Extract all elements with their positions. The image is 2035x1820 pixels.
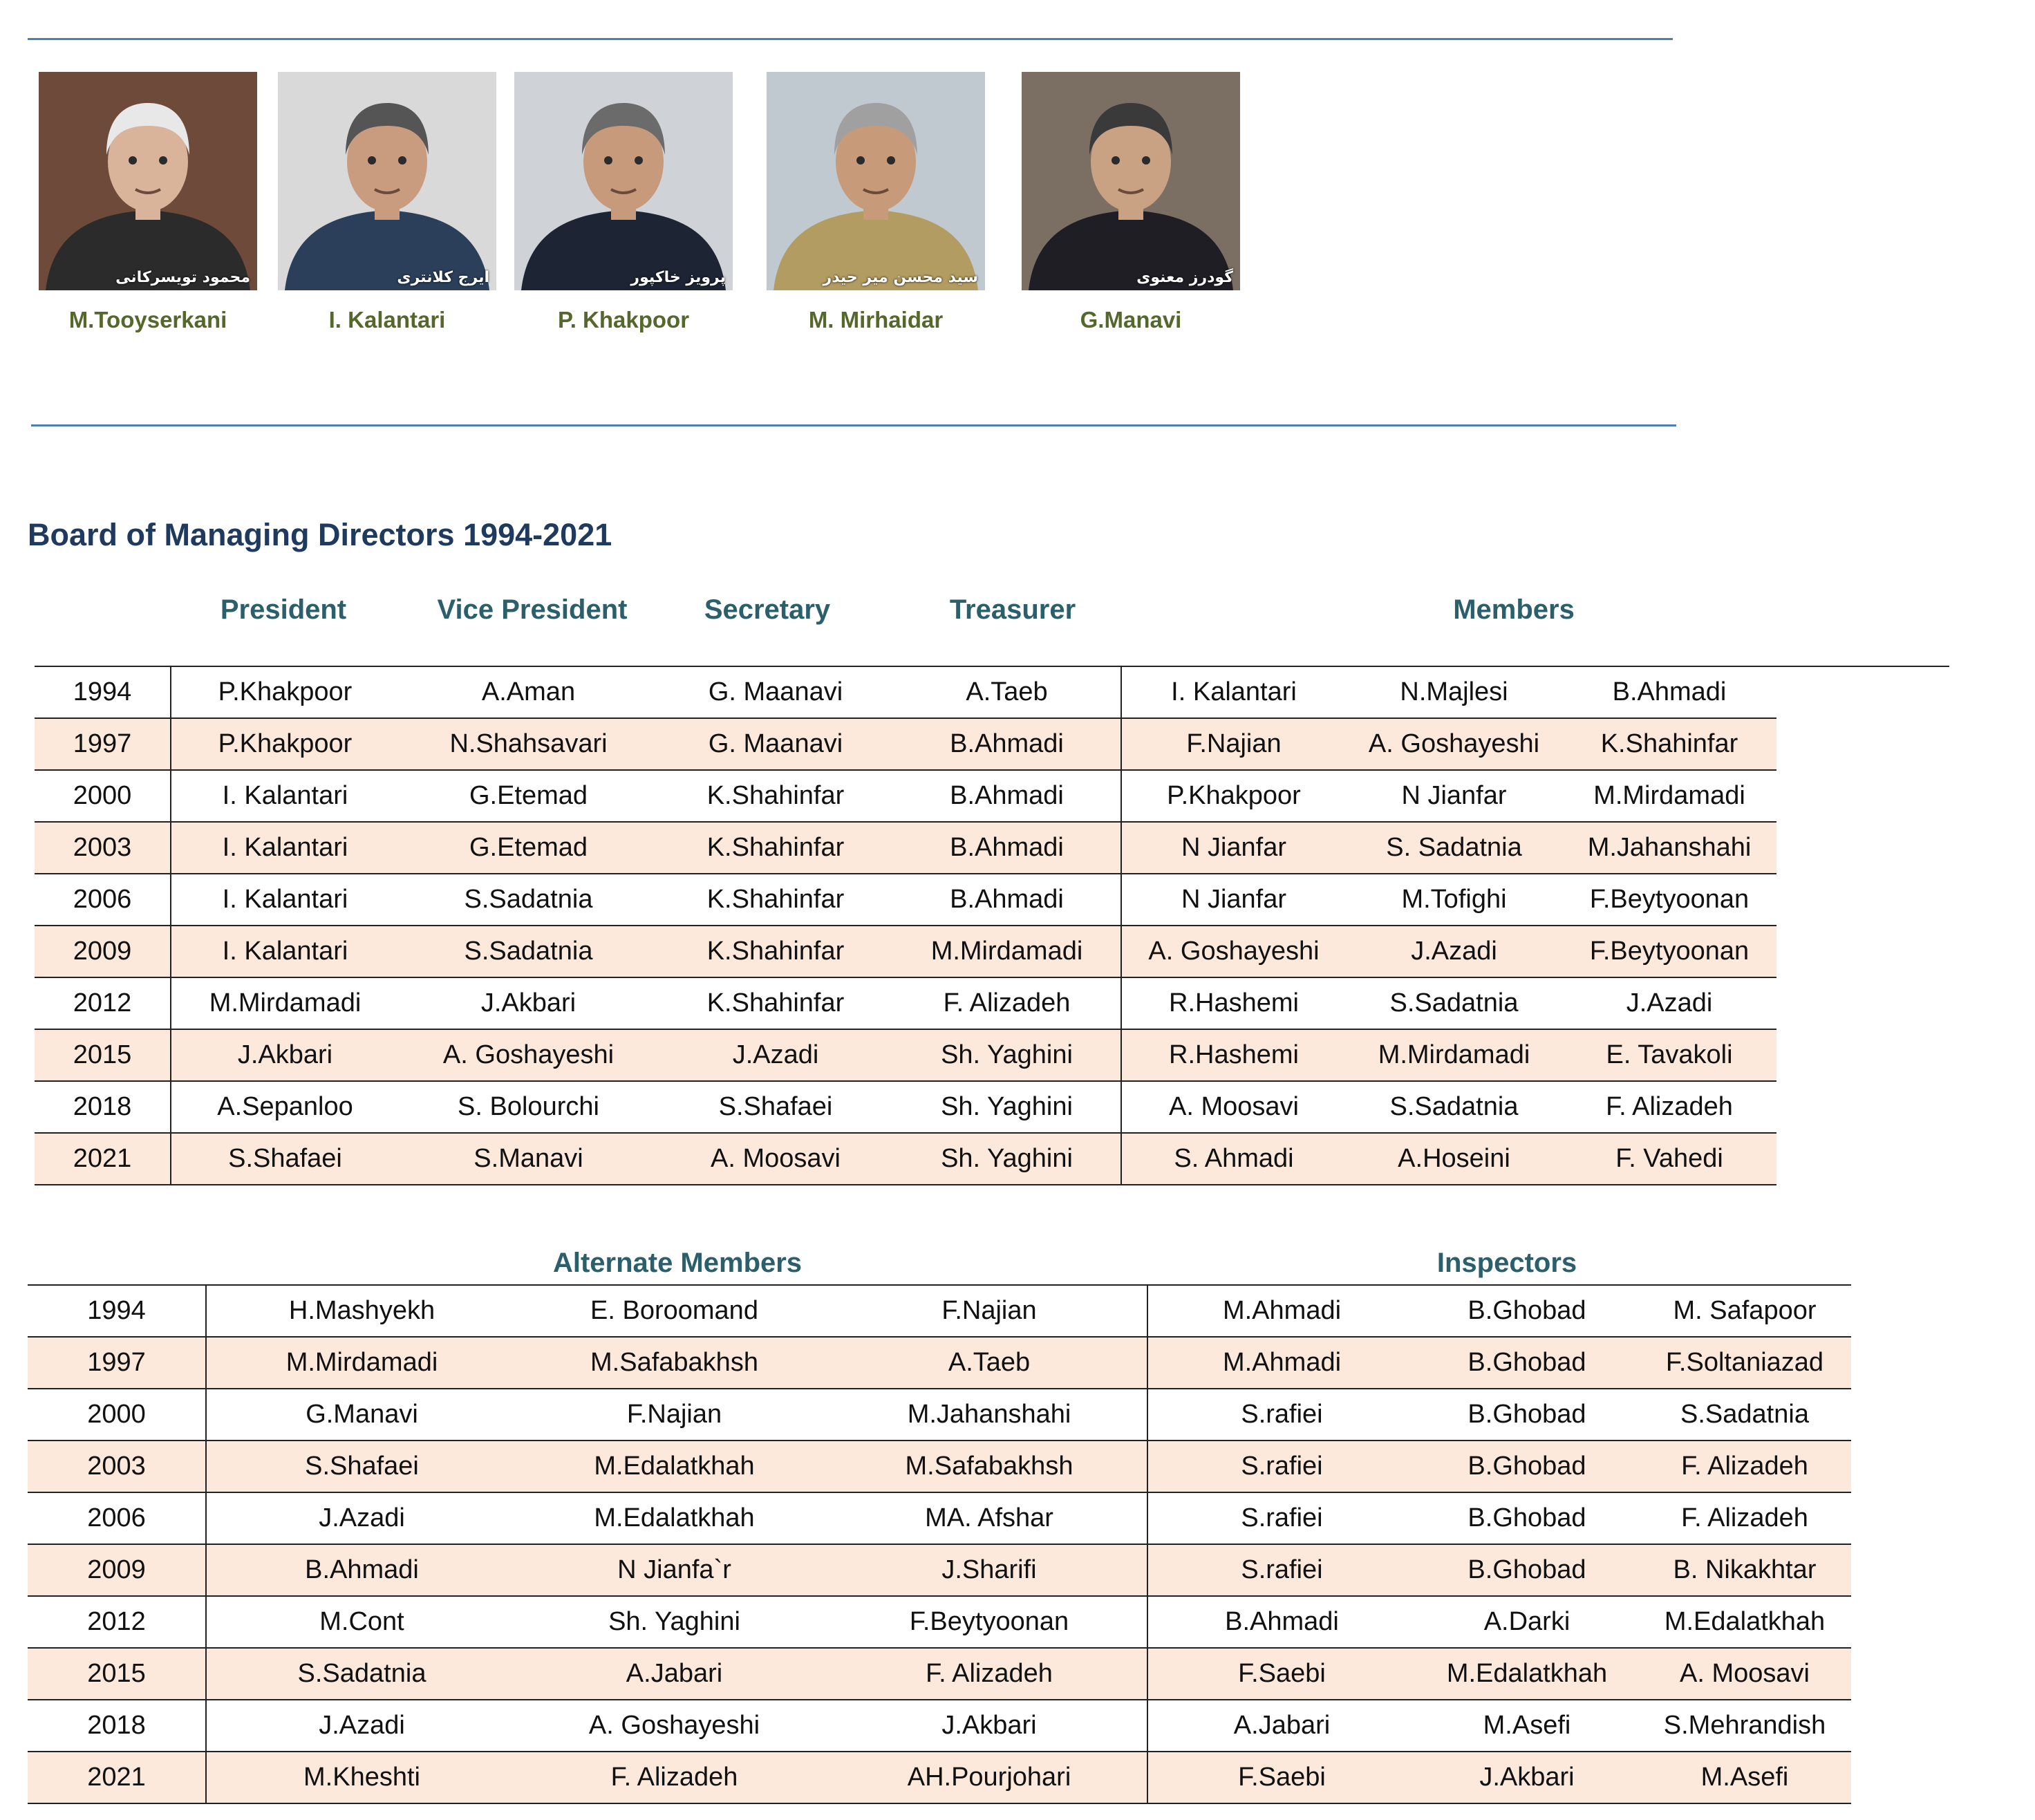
portrait-photo-icon — [278, 72, 496, 290]
year-cell: 2006 — [35, 874, 171, 926]
year-cell: 2015 — [35, 1029, 171, 1081]
name-cell: S.Sadatnia — [1346, 977, 1562, 1029]
name-cell: G.Etemad — [399, 770, 658, 822]
name-cell: Sh. Yaghini — [893, 1081, 1121, 1133]
alternates-table — [28, 1284, 1851, 1804]
year-cell: 2012 — [35, 977, 171, 1029]
table-row — [35, 718, 1949, 770]
name-cell: J.Akbari — [171, 1029, 399, 1081]
row-spacer — [1776, 1133, 1949, 1185]
year-cell: 2009 — [28, 1544, 206, 1596]
name-cell: S.rafiei — [1147, 1441, 1416, 1492]
year-cell: 2000 — [28, 1389, 206, 1441]
name-cell: G. Maanavi — [658, 718, 893, 770]
name-cell: M.Mirdamadi — [1562, 770, 1776, 822]
portrait-photo-icon — [1022, 72, 1240, 290]
header-vice-president: Vice President — [437, 594, 628, 625]
name-cell: A.Jabari — [517, 1648, 832, 1700]
row-spacer — [1776, 1081, 1949, 1133]
name-cell: S.rafiei — [1147, 1389, 1416, 1441]
year-cell: 2003 — [35, 822, 171, 874]
name-cell: K.Shahinfar — [658, 822, 893, 874]
header-alternate-members: Alternate Members — [552, 1248, 803, 1278]
name-cell: G. Maanavi — [658, 666, 893, 718]
year-cell: 2009 — [35, 926, 171, 977]
name-cell: H.Mashyekh — [206, 1285, 517, 1337]
name-cell: I. Kalantari — [171, 926, 399, 977]
year-cell: 1997 — [28, 1337, 206, 1389]
name-cell: A.Darki — [1416, 1596, 1638, 1648]
name-cell: K.Shahinfar — [658, 874, 893, 926]
name-cell: B.Ghobad — [1416, 1285, 1638, 1337]
name-cell: N Jianfa`r — [517, 1544, 832, 1596]
header-president: President — [220, 594, 347, 625]
table-row — [28, 1752, 1851, 1803]
name-cell: R.Hashemi — [1121, 977, 1346, 1029]
name-cell: AH.Pourjohari — [832, 1752, 1147, 1803]
name-cell: M.Kheshti — [206, 1752, 517, 1803]
name-cell: B.Ahmadi — [206, 1544, 517, 1596]
row-spacer — [1776, 822, 1949, 874]
name-cell: J.Azadi — [1346, 926, 1562, 977]
name-cell: E. Boroomand — [517, 1285, 832, 1337]
name-cell: F. Alizadeh — [832, 1648, 1147, 1700]
table-row — [28, 1596, 1851, 1648]
name-cell: G.Manavi — [206, 1389, 517, 1441]
name-cell: F.Beytyoonan — [832, 1596, 1147, 1648]
year-cell: 2021 — [28, 1752, 206, 1803]
name-cell: M. Safapoor — [1638, 1285, 1851, 1337]
header-treasurer: Treasurer — [949, 594, 1076, 625]
year-cell: 1994 — [28, 1285, 206, 1337]
name-cell: S.Shafaei — [171, 1133, 399, 1185]
name-cell: J.Azadi — [1562, 977, 1776, 1029]
name-cell: F. Vahedi — [1562, 1133, 1776, 1185]
name-cell: N Jianfar — [1121, 874, 1346, 926]
name-cell: F.Beytyoonan — [1562, 874, 1776, 926]
name-cell: B.Ahmadi — [893, 718, 1121, 770]
row-spacer — [1776, 977, 1949, 1029]
name-cell: A.Hoseini — [1346, 1133, 1562, 1185]
name-cell: M.Mirdamadi — [893, 926, 1121, 977]
table-row — [35, 874, 1949, 926]
name-cell: F.Najian — [517, 1389, 832, 1441]
table-row — [28, 1492, 1851, 1544]
year-cell: 1994 — [35, 666, 171, 718]
name-cell: A.Sepanloo — [171, 1081, 399, 1133]
table-row — [35, 666, 1949, 718]
name-cell: F.Saebi — [1147, 1752, 1416, 1803]
board-table — [35, 666, 1949, 1185]
name-cell: B.Ghobad — [1416, 1544, 1638, 1596]
table-row — [35, 822, 1949, 874]
name-cell: G.Etemad — [399, 822, 658, 874]
name-cell: S.rafiei — [1147, 1492, 1416, 1544]
table-row — [35, 1133, 1949, 1185]
year-cell: 2000 — [35, 770, 171, 822]
name-cell: M.Edalatkhah — [517, 1441, 832, 1492]
name-cell: F. Alizadeh — [1638, 1441, 1851, 1492]
name-cell: A. Moosavi — [1638, 1648, 1851, 1700]
portrait-caption: ایرج کلانتری — [397, 269, 489, 286]
name-cell: B.Ahmadi — [893, 874, 1121, 926]
name-cell: N Jianfar — [1121, 822, 1346, 874]
year-cell: 2021 — [35, 1133, 171, 1185]
name-cell: P.Khakpoor — [171, 666, 399, 718]
name-cell: J.Azadi — [206, 1492, 517, 1544]
name-cell: B.Ahmadi — [1562, 666, 1776, 718]
name-cell: B.Ghobad — [1416, 1492, 1638, 1544]
year-cell: 2003 — [28, 1441, 206, 1492]
portrait-4 — [767, 72, 985, 290]
header-members: Members — [1453, 594, 1575, 625]
portrait-3 — [514, 72, 733, 290]
name-cell: A. Goshayeshi — [399, 1029, 658, 1081]
table-row — [28, 1337, 1851, 1389]
portrait-name: G.Manavi — [1080, 307, 1182, 332]
name-cell: M.Edalatkhah — [1638, 1596, 1851, 1648]
name-cell: P.Khakpoor — [171, 718, 399, 770]
name-cell: M.Ahmadi — [1147, 1285, 1416, 1337]
name-cell: Sh. Yaghini — [893, 1133, 1121, 1185]
name-cell: A. Goshayeshi — [1346, 718, 1562, 770]
table-row — [28, 1285, 1851, 1337]
name-cell: M.Jahanshahi — [1562, 822, 1776, 874]
row-spacer — [1776, 1029, 1949, 1081]
name-cell: S.Shafaei — [658, 1081, 893, 1133]
name-cell: A.Taeb — [893, 666, 1121, 718]
name-cell: S.Manavi — [399, 1133, 658, 1185]
name-cell: N.Shahsavari — [399, 718, 658, 770]
portrait-name: M.Tooyserkani — [68, 307, 227, 332]
name-cell: K.Shahinfar — [658, 770, 893, 822]
name-cell: F. Alizadeh — [893, 977, 1121, 1029]
name-cell: B.Ahmadi — [1147, 1596, 1416, 1648]
name-cell: A. Moosavi — [658, 1133, 893, 1185]
name-cell: J.Akbari — [832, 1700, 1147, 1752]
row-spacer — [1776, 874, 1949, 926]
name-cell: B.Ahmadi — [893, 822, 1121, 874]
top-divider — [28, 38, 1673, 40]
name-cell: I. Kalantari — [1121, 666, 1346, 718]
name-cell: A. Goshayeshi — [517, 1700, 832, 1752]
name-cell: A.Taeb — [832, 1337, 1147, 1389]
row-spacer — [1776, 718, 1949, 770]
name-cell: B.Ahmadi — [893, 770, 1121, 822]
name-cell: M.Safabakhsh — [517, 1337, 832, 1389]
portrait-name: I. Kalantari — [328, 307, 446, 332]
year-cell: 2012 — [28, 1596, 206, 1648]
portrait-photo-icon — [767, 72, 985, 290]
table-row — [35, 770, 1949, 822]
year-cell: 1997 — [35, 718, 171, 770]
portrait-2 — [278, 72, 496, 290]
name-cell: J.Akbari — [399, 977, 658, 1029]
name-cell: M.Mirdamadi — [171, 977, 399, 1029]
name-cell: S.Shafaei — [206, 1441, 517, 1492]
name-cell: B. Nikakhtar — [1638, 1544, 1851, 1596]
name-cell: A. Moosavi — [1121, 1081, 1346, 1133]
portrait-name: M. Mirhaidar — [808, 307, 944, 332]
name-cell: Sh. Yaghini — [517, 1596, 832, 1648]
name-cell: P.Khakpoor — [1121, 770, 1346, 822]
name-cell: M.Tofighi — [1346, 874, 1562, 926]
row-spacer — [1776, 926, 1949, 977]
name-cell: R.Hashemi — [1121, 1029, 1346, 1081]
name-cell: M.Asefi — [1416, 1700, 1638, 1752]
year-cell: 2018 — [28, 1700, 206, 1752]
row-spacer — [1776, 770, 1949, 822]
name-cell: J.Akbari — [1416, 1752, 1638, 1803]
name-cell: M.Cont — [206, 1596, 517, 1648]
name-cell: F.Soltaniazad — [1638, 1337, 1851, 1389]
name-cell: S.Sadatnia — [206, 1648, 517, 1700]
header-inspectors: Inspectors — [1436, 1248, 1577, 1278]
name-cell: F. Alizadeh — [1562, 1081, 1776, 1133]
table-row — [28, 1544, 1851, 1596]
board-title: Board of Managing Directors 1994-2021 — [28, 517, 612, 552]
name-cell: F. Alizadeh — [517, 1752, 832, 1803]
portrait-name: P. Khakpoor — [557, 307, 690, 332]
portrait-caption: سید محسن میر حیدر — [823, 269, 978, 286]
table-row — [28, 1700, 1851, 1752]
name-cell: S.Mehrandish — [1638, 1700, 1851, 1752]
name-cell: B.Ghobad — [1416, 1441, 1638, 1492]
name-cell: I. Kalantari — [171, 874, 399, 926]
table-row — [35, 926, 1949, 977]
name-cell: S.Sadatnia — [399, 926, 658, 977]
portrait-caption: پرویز خاکپور — [630, 269, 726, 286]
name-cell: A.Aman — [399, 666, 658, 718]
name-cell: N.Majlesi — [1346, 666, 1562, 718]
table-row — [28, 1648, 1851, 1700]
name-cell: S.rafiei — [1147, 1544, 1416, 1596]
row-spacer — [1776, 666, 1949, 718]
name-cell: K.Shahinfar — [658, 977, 893, 1029]
name-cell: S.Sadatnia — [1638, 1389, 1851, 1441]
name-cell: N Jianfar — [1346, 770, 1562, 822]
name-cell: K.Shahinfar — [1562, 718, 1776, 770]
name-cell: S. Bolourchi — [399, 1081, 658, 1133]
name-cell: J.Azadi — [658, 1029, 893, 1081]
table-row — [35, 977, 1949, 1029]
name-cell: S.Sadatnia — [399, 874, 658, 926]
name-cell: M.Mirdamadi — [206, 1337, 517, 1389]
name-cell: F. Alizadeh — [1638, 1492, 1851, 1544]
name-cell: M.Ahmadi — [1147, 1337, 1416, 1389]
name-cell: S. Sadatnia — [1346, 822, 1562, 874]
name-cell: F.Beytyoonan — [1562, 926, 1776, 977]
name-cell: B.Ghobad — [1416, 1337, 1638, 1389]
portrait-1 — [39, 72, 257, 290]
name-cell: J.Sharifi — [832, 1544, 1147, 1596]
name-cell: M.Edalatkhah — [1416, 1648, 1638, 1700]
table-row — [28, 1441, 1851, 1492]
name-cell: M.Mirdamadi — [1346, 1029, 1562, 1081]
name-cell: M.Safabakhsh — [832, 1441, 1147, 1492]
portrait-divider — [31, 424, 1676, 426]
year-cell: 2006 — [28, 1492, 206, 1544]
year-cell: 2015 — [28, 1648, 206, 1700]
name-cell: I. Kalantari — [171, 822, 399, 874]
name-cell: MA. Afshar — [832, 1492, 1147, 1544]
name-cell: B.Ghobad — [1416, 1389, 1638, 1441]
name-cell: E. Tavakoli — [1562, 1029, 1776, 1081]
name-cell: M.Asefi — [1638, 1752, 1851, 1803]
header-secretary: Secretary — [704, 594, 831, 625]
name-cell: A. Goshayeshi — [1121, 926, 1346, 977]
name-cell: F.Najian — [832, 1285, 1147, 1337]
name-cell: M.Jahanshahi — [832, 1389, 1147, 1441]
table-row — [28, 1389, 1851, 1441]
portrait-photo-icon — [39, 72, 257, 290]
name-cell: Sh. Yaghini — [893, 1029, 1121, 1081]
year-cell: 2018 — [35, 1081, 171, 1133]
portrait-photo-icon — [514, 72, 733, 290]
name-cell: S.Sadatnia — [1346, 1081, 1562, 1133]
name-cell: K.Shahinfar — [658, 926, 893, 977]
name-cell: F.Najian — [1121, 718, 1346, 770]
portrait-5 — [1022, 72, 1240, 290]
name-cell: I. Kalantari — [171, 770, 399, 822]
portrait-caption: محمود تویسرکانی — [115, 269, 250, 286]
name-cell: J.Azadi — [206, 1700, 517, 1752]
table-row — [35, 1081, 1949, 1133]
portrait-caption: گودرز معنوی — [1136, 269, 1233, 286]
name-cell: S. Ahmadi — [1121, 1133, 1346, 1185]
name-cell: F.Saebi — [1147, 1648, 1416, 1700]
name-cell: M.Edalatkhah — [517, 1492, 832, 1544]
table-row — [35, 1029, 1949, 1081]
name-cell: A.Jabari — [1147, 1700, 1416, 1752]
